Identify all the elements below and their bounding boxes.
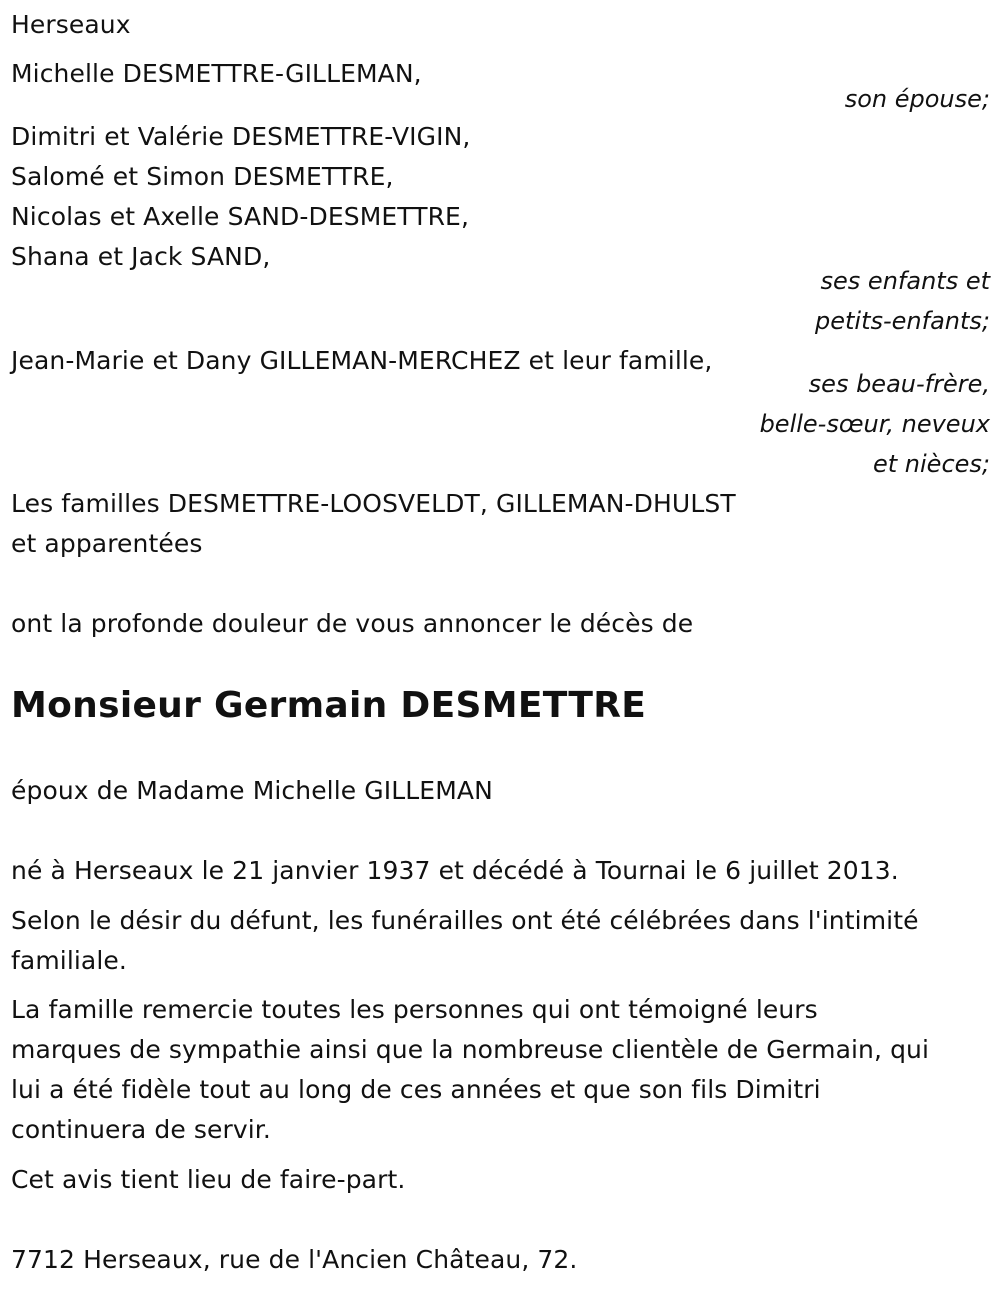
inlaws-role: ses beau-frère, <box>808 370 990 398</box>
town-heading: Herseaux <box>11 10 131 39</box>
families-line: Les familles DESMETTRE-LOOSVELDT, GILLEMAN-DHULST <box>11 489 736 518</box>
thanks-line: continuera de servir. <box>11 1115 271 1144</box>
inlaws-line: Jean-Marie et Dany GILLEMAN-MERCHEZ et leur famille, <box>11 346 713 375</box>
inlaws-role: et nièces; <box>873 450 990 478</box>
spouse-role: son épouse; <box>844 85 990 113</box>
children-role: petits-enfants; <box>815 307 990 335</box>
child-line: Shana et Jack SAND, <box>11 242 271 271</box>
inlaws-role: belle-sœur, neveux <box>759 410 990 438</box>
address: 7712 Herseaux, rue de l'Ancien Château, 72. <box>11 1245 578 1274</box>
thanks-line: La famille remercie toutes les personnes qui ont témoigné leurs <box>11 995 818 1024</box>
spouse-of: époux de Madame Michelle GILLEMAN <box>11 776 493 805</box>
spouse-line: Michelle DESMETTRE-GILLEMAN, <box>11 59 422 88</box>
child-line: Salomé et Simon DESMETTRE, <box>11 162 394 191</box>
thanks-line: marques de sympathie ainsi que la nombreuse clientèle de Germain, qui <box>11 1035 930 1064</box>
announcement: ont la profonde douleur de vous annoncer le décès de <box>11 609 694 638</box>
children-role: ses enfants et <box>820 267 990 295</box>
birth-death: né à Herseaux le 21 janvier 1937 et décédé à Tournai le 6 juillet 2013. <box>11 856 899 885</box>
families-line: et apparentées <box>11 529 203 558</box>
child-line: Dimitri et Valérie DESMETTRE-VIGIN, <box>11 122 471 151</box>
notice: Cet avis tient lieu de faire-part. <box>11 1165 406 1194</box>
funeral-line: Selon le désir du défunt, les funérailles ont été célébrées dans l'intimité <box>11 906 919 935</box>
funeral-line: familiale. <box>11 946 127 975</box>
child-line: Nicolas et Axelle SAND-DESMETTRE, <box>11 202 469 231</box>
deceased-name: Monsieur Germain DESMETTRE <box>11 685 647 726</box>
thanks-line: lui a été fidèle tout au long de ces années et que son fils Dimitri <box>11 1075 821 1104</box>
